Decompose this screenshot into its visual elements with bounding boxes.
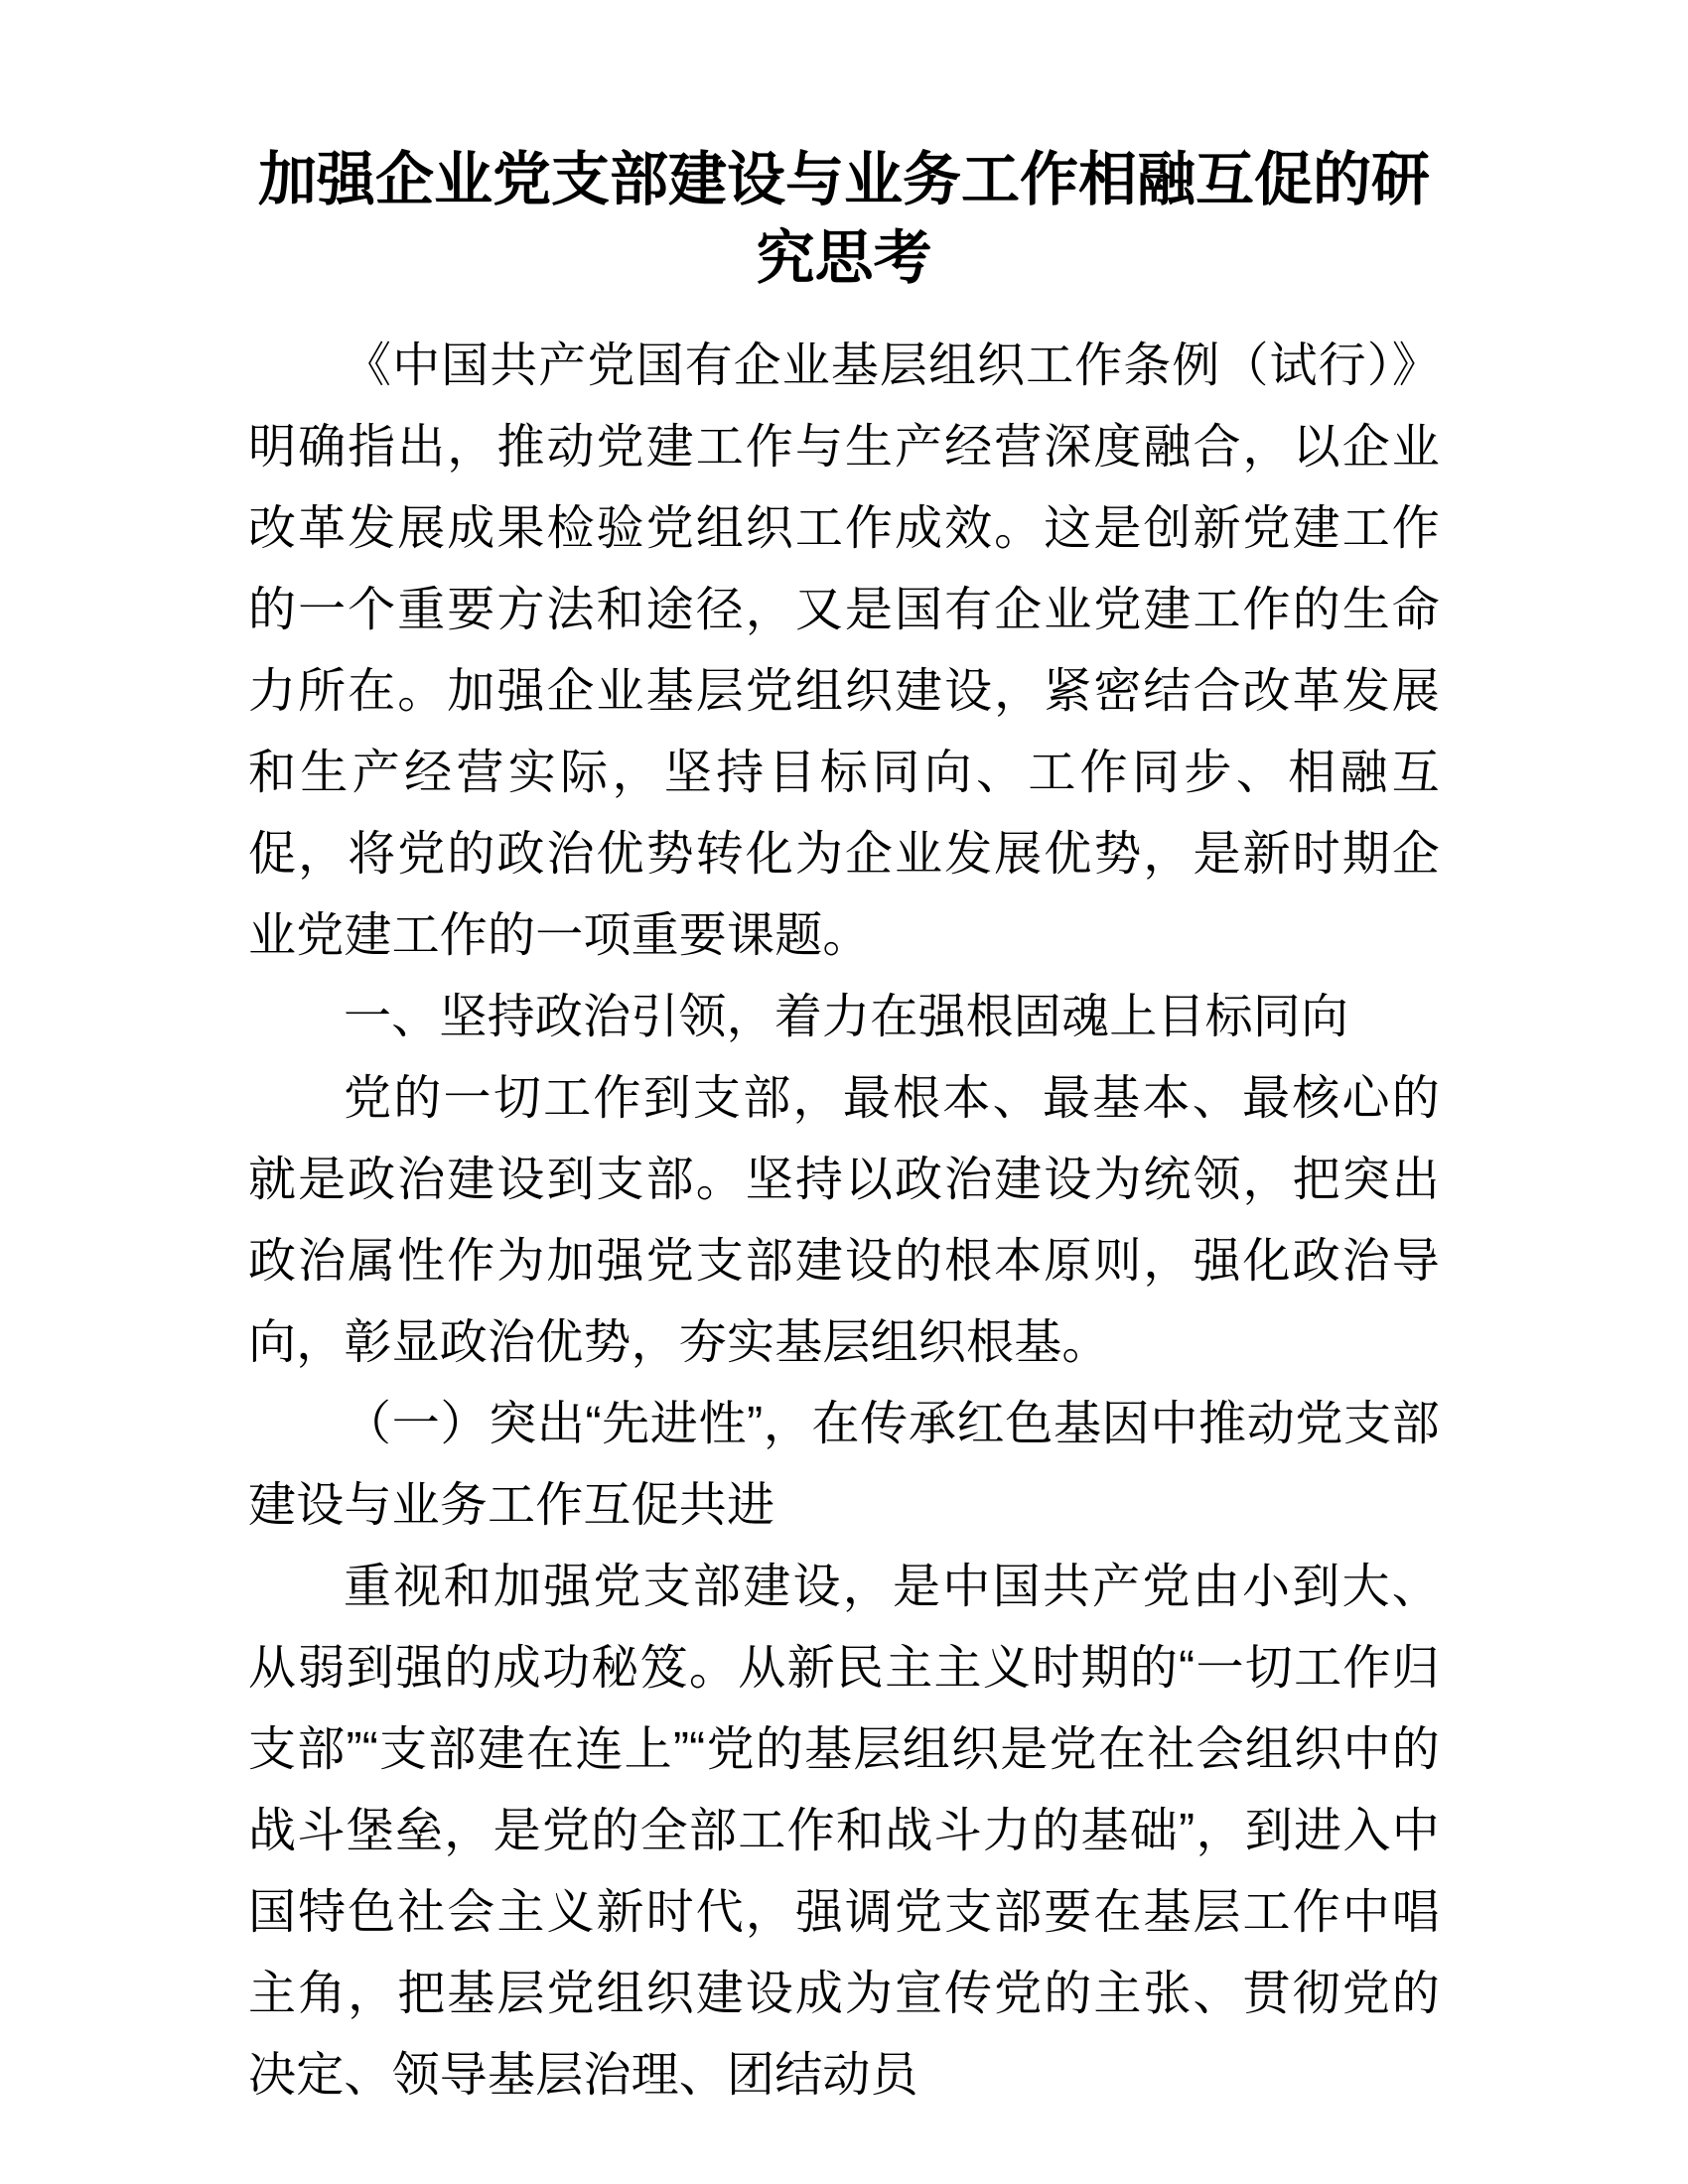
section-1-paragraph-1: 党的一切工作到支部，最根本、最基本、最核心的就是政治建设到支部。坚持以政治建设为统领，把突出政治属性作为加强党支部建设的根本原则，强化政治导向，彰显政治优势，夯实基层组织根基。 (248, 1072, 1440, 1369)
document-body (248, 326, 1440, 2116)
subsection-1-paragraph-1: 重视和加强党支部建设，是中国共产党由小到大、从弱到强的成功秘笈。从新民主主义时期的“一切工作归支部”“支部建在连上”“党的基层组织是党在社会组织中的战斗堡垒，是党的全部工作和战斗力的基础”，到进入中国特色社会主义新时代，强调党支部要在基层工作中唱主角，把基层党组织建设成为宣传党的主张、贯彻党的决定、领导基层治理、团结动员 (248, 1561, 1440, 2102)
section-heading-1: 一、坚持政治引领，着力在强根固魂上目标同向 (344, 991, 1349, 1043)
subsection-heading-1: （一）突出“先进性”，在传承红色基因中推动党支部建设与业务工作互促共进 (248, 1398, 1440, 1532)
page-content-column (248, 0, 1440, 2116)
intro-paragraph: 《中国共产党国有企业基层组织工作条例（试行）》明确指出，推动党建工作与生产经营深度融合，以企业改革发展成果检验党组织工作成效。这是创新党建工作的一个重要方法和途径，又是国有企业党建工作的生命力所在。加强企业基层党组织建设，紧密结合改革发展和生产经营实际，坚持目标同向、工作同步、相融互促，将党的政治优势转化为企业发展优势，是新时期企业党建工作的一项重要课题。 (248, 340, 1440, 962)
page-title: 加强企业党支部建设与业务工作相融互促的研究思考 (257, 147, 1430, 291)
